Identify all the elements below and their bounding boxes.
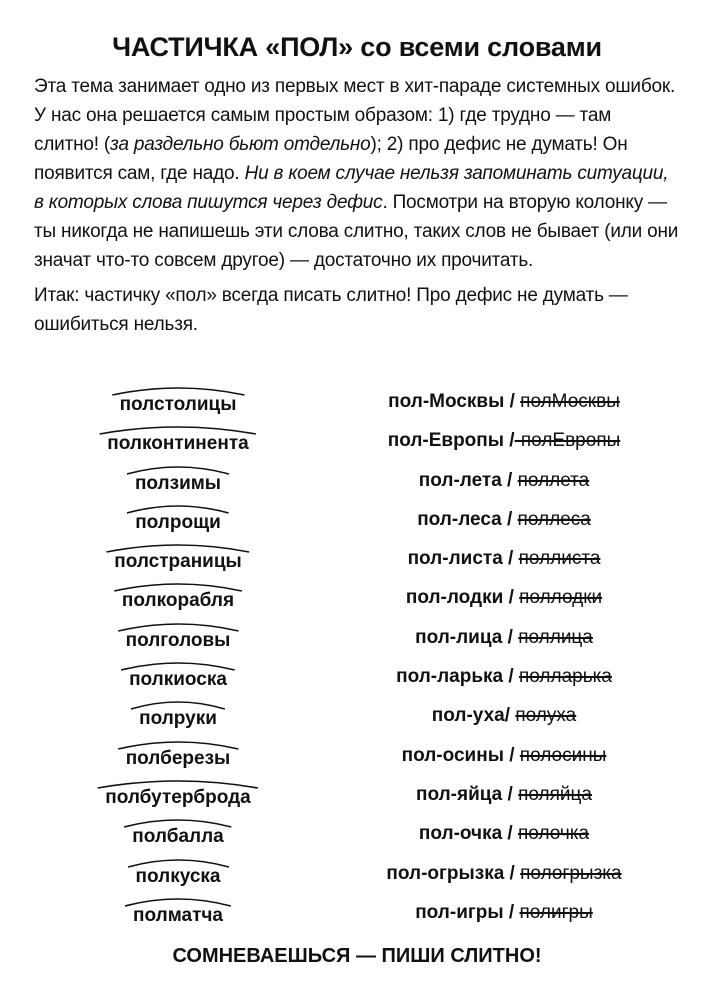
intro-paragraph-1 bbox=[34, 72, 680, 275]
solid-word: полстолицы bbox=[117, 393, 240, 417]
crossed-out-word: полигры bbox=[519, 901, 593, 923]
right-cell bbox=[334, 461, 674, 500]
hyphenated-word: пол-лета bbox=[418, 469, 502, 491]
arc-mark-icon bbox=[126, 463, 230, 475]
intro-text-span: . Посмотри на вторую колонку — ты никогда не напишешь эти слова слитно, таких слов не бывает (или они значат что-то совсем другое) — достаточно их прочитать. bbox=[34, 192, 679, 271]
left-cell bbox=[0, 500, 356, 539]
hyphenated-word: пол-очка bbox=[418, 823, 503, 845]
hyphenated-word: пол-леса bbox=[417, 508, 502, 530]
table-row bbox=[0, 814, 714, 853]
separator-slash: / bbox=[504, 705, 516, 727]
solid-word: полголовы bbox=[123, 629, 234, 653]
arc-mark-icon bbox=[113, 580, 243, 592]
hyphenated-word: пол-уха bbox=[431, 705, 505, 727]
footer-slogan: СОМНЕВАЕШЬСЯ — ПИШИ СЛИТНО! bbox=[172, 945, 542, 967]
crossed-out-word: пологрызка bbox=[520, 862, 622, 884]
separator-slash: / bbox=[503, 587, 520, 609]
table-row bbox=[0, 657, 714, 696]
separator-slash: / bbox=[501, 508, 518, 530]
solid-word: полконтинента bbox=[104, 432, 251, 456]
left-cell bbox=[0, 421, 356, 460]
separator-slash: / bbox=[501, 469, 518, 491]
right-cell bbox=[334, 539, 674, 578]
crossed-out-word: поллиста bbox=[518, 548, 601, 570]
right-cell bbox=[334, 736, 674, 775]
crossed-out-word: полуха bbox=[515, 705, 577, 727]
separator-slash: / bbox=[502, 548, 519, 570]
hyphenated-word: пол-осины bbox=[401, 744, 504, 766]
crossed-out-word: поллодки bbox=[519, 587, 603, 609]
left-cell bbox=[0, 657, 356, 696]
separator-slash: / bbox=[504, 430, 515, 452]
word-table bbox=[0, 382, 714, 932]
right-cell bbox=[334, 618, 674, 657]
hyphenated-word: пол-Москвы bbox=[388, 391, 505, 412]
arc-mark-icon bbox=[127, 856, 230, 868]
arc-mark-icon bbox=[130, 698, 226, 710]
separator-slash: / bbox=[502, 823, 518, 845]
right-cell bbox=[334, 421, 674, 460]
left-cell bbox=[0, 461, 356, 500]
left-cell bbox=[0, 618, 356, 657]
arc-mark-icon bbox=[117, 620, 240, 632]
intro-text bbox=[34, 72, 680, 345]
table-row bbox=[0, 578, 714, 617]
solid-word: полкорабля bbox=[119, 589, 237, 613]
separator-slash: / bbox=[504, 391, 521, 412]
left-cell bbox=[0, 893, 356, 932]
crossed-out-word: поляйца bbox=[518, 783, 592, 805]
left-cell bbox=[0, 578, 356, 617]
crossed-out-word: поллеса bbox=[517, 508, 591, 530]
arc-mark-icon bbox=[117, 738, 240, 750]
separator-slash: / bbox=[502, 626, 519, 648]
intro-text-span: Эта тема занимает одно из первых мест в хит-параде системных ошибок. У нас она решается самым простым образом: 1) где трудно — там слитно! ( bbox=[34, 76, 676, 155]
solid-word: полберезы bbox=[123, 747, 234, 771]
hyphenated-word: пол-игры bbox=[415, 901, 504, 923]
intro-paragraph-2: Итак: частичку «пол» всегда писать слитно! Про дефис не думать — ошибиться нельзя. bbox=[34, 285, 628, 335]
table-row bbox=[0, 893, 714, 932]
table-row bbox=[0, 461, 714, 500]
solid-word: полкуска bbox=[133, 865, 224, 889]
separator-slash: / bbox=[504, 862, 521, 884]
solid-word: полруки bbox=[136, 707, 220, 731]
separator-slash: / bbox=[503, 666, 519, 688]
table-row bbox=[0, 539, 714, 578]
solid-word: полбутерброда bbox=[102, 786, 254, 810]
arc-mark-icon bbox=[96, 777, 260, 789]
right-cell bbox=[334, 500, 674, 539]
intro-italic-span: за раздельно бьют отдельно bbox=[110, 134, 371, 155]
table-row bbox=[0, 618, 714, 657]
hyphenated-word: пол-ларька bbox=[396, 666, 504, 688]
left-cell bbox=[0, 814, 356, 853]
arc-mark-icon bbox=[120, 659, 236, 671]
hyphenated-word: пол-лодки bbox=[405, 587, 504, 609]
arc-mark-icon bbox=[98, 423, 257, 435]
hyphenated-word: пол-лица bbox=[415, 626, 503, 648]
crossed-out-word: полосины bbox=[519, 744, 607, 766]
right-cell bbox=[334, 893, 674, 932]
intro-text-span: ); 2) про дефис не думать! Он появится сам, где надо. bbox=[34, 134, 628, 184]
right-cell bbox=[334, 578, 674, 617]
right-cell bbox=[334, 696, 674, 735]
table-row bbox=[0, 421, 714, 460]
hyphenated-word: пол-листа bbox=[407, 548, 503, 570]
arc-mark-icon bbox=[124, 895, 232, 907]
arc-mark-icon bbox=[126, 502, 230, 514]
solid-word: полрощи bbox=[132, 511, 224, 535]
separator-slash: / bbox=[503, 744, 520, 766]
separator-slash: / bbox=[502, 783, 519, 805]
table-row bbox=[0, 775, 714, 814]
table-row bbox=[0, 500, 714, 539]
left-cell bbox=[0, 382, 356, 421]
hyphenated-word: пол-Европы bbox=[387, 430, 504, 452]
table-row bbox=[0, 736, 714, 775]
table-row bbox=[0, 382, 714, 421]
crossed-out-word: полларька bbox=[518, 666, 612, 688]
right-cell bbox=[334, 657, 674, 696]
crossed-out-word: поллета bbox=[517, 469, 590, 491]
solid-word: полкиоска bbox=[126, 668, 230, 692]
left-cell bbox=[0, 775, 356, 814]
crossed-out-word: -полЕвропы bbox=[514, 430, 621, 452]
crossed-out-word: поллица bbox=[518, 626, 593, 648]
solid-word: полматча bbox=[130, 904, 226, 928]
crossed-out-word: полочка bbox=[518, 823, 590, 845]
table-row bbox=[0, 854, 714, 893]
hyphenated-word: пол-огрызка bbox=[386, 862, 505, 884]
arc-mark-icon bbox=[123, 816, 232, 828]
right-cell bbox=[334, 775, 674, 814]
right-cell bbox=[334, 814, 674, 853]
left-cell bbox=[0, 539, 356, 578]
left-cell bbox=[0, 696, 356, 735]
arc-mark-icon bbox=[111, 384, 246, 396]
hyphenated-word: пол-яйца bbox=[416, 783, 503, 805]
right-cell bbox=[334, 382, 674, 421]
page-title: ЧАСТИЧКА «ПОЛ» со всеми словами bbox=[112, 32, 602, 62]
left-cell bbox=[0, 854, 356, 893]
arc-mark-icon bbox=[105, 541, 251, 553]
solid-word: полбалла bbox=[129, 825, 226, 849]
table-row bbox=[0, 696, 714, 735]
left-cell bbox=[0, 736, 356, 775]
crossed-out-word: полМосквы bbox=[520, 391, 620, 412]
intro-italic-span: Ни в коем случае нельзя запоминать ситуации, в которых слова пишутся через дефис bbox=[34, 163, 669, 213]
right-cell bbox=[334, 854, 674, 893]
solid-word: полстраницы bbox=[111, 550, 245, 574]
separator-slash: / bbox=[503, 901, 520, 923]
solid-word: ползимы bbox=[132, 472, 224, 496]
